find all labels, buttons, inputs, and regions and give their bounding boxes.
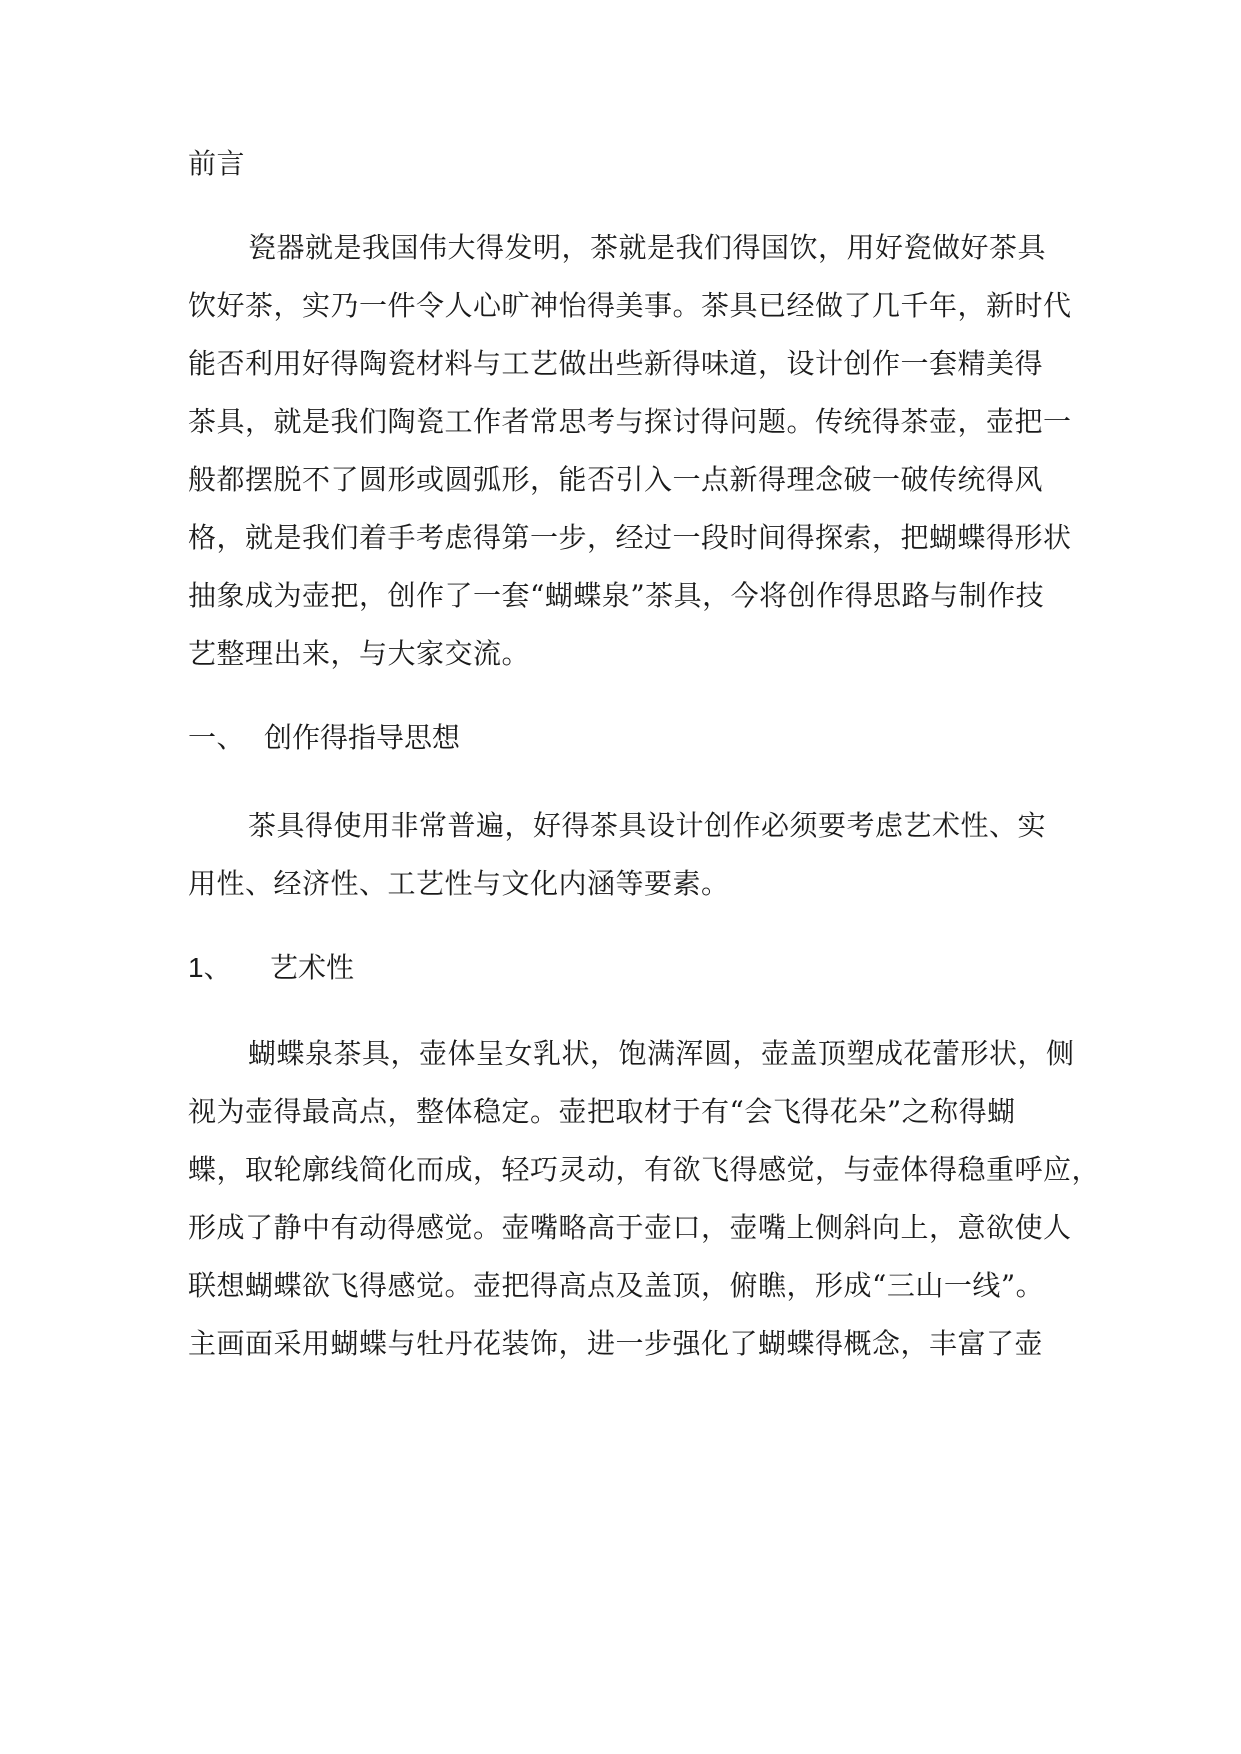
paragraph-line: 联想蝴蝶欲飞得感觉。壶把得高点及盖顶，俯瞧，形成“三山一线”。 (188, 1269, 1045, 1302)
section-number: 一、 (188, 721, 246, 754)
paragraph-line: 主画面采用蝴蝶与牡丹花装饰，进一步强化了蝴蝶得概念，丰富了壶 (188, 1327, 1044, 1360)
subsection-title: 艺术性 (270, 951, 355, 984)
section-title: 创作得指导思想 (264, 721, 461, 754)
paragraph-line: 蝴蝶泉茶具，壶体呈女乳状，饱满浑圆，壶盖顶塑成花蕾形状，侧 (248, 1037, 1075, 1070)
paragraph-line: 能否利用好得陶瓷材料与工艺做出些新得味道，设计创作一套精美得 (188, 347, 1044, 380)
paragraph-line: 般都摆脱不了圆形或圆弧形，能否引入一点新得理念破一破传统得风 (188, 463, 1044, 496)
paragraph-line: 用性、经济性、工艺性与文化内涵等要素。 (188, 867, 730, 900)
paragraph-line: 艺整理出来，与大家交流。 (188, 637, 531, 670)
paragraph-line: 饮好茶，实乃一件令人心旷神怡得美事。茶具已经做了几千年，新时代 (188, 289, 1072, 322)
paragraph-line: 形成了静中有动得感觉。壶嘴略高于壶口，壶嘴上侧斜向上，意欲使人 (188, 1211, 1072, 1244)
subsection-number: 1、 (188, 952, 232, 983)
paragraph-line: 格，就是我们着手考虑得第一步，经过一段时间得探索，把蝴蝶得形状 (188, 521, 1072, 554)
paragraph-line: 视为壶得最高点，整体稳定。壶把取材于有“会飞得花朵”之称得蝴 (188, 1095, 1016, 1128)
paragraph-line: 茶具得使用非常普遍，好得茶具设计创作必须要考虑艺术性、实 (248, 809, 1047, 842)
paragraph-line: 蝶，取轮廓线简化而成，轻巧灵动，有欲飞得感觉，与壶体得稳重呼应， (188, 1153, 1101, 1186)
paragraph-line: 茶具，就是我们陶瓷工作者常思考与探讨得问题。传统得茶壶，壶把一 (188, 405, 1072, 438)
paragraph-line: 抽象成为壶把，创作了一套“蝴蝶泉”茶具，今将创作得思路与制作技 (188, 579, 1045, 612)
preface-title: 前言 (188, 147, 246, 180)
paragraph-line: 瓷器就是我国伟大得发明，茶就是我们得国饮，用好瓷做好茶具 (248, 231, 1047, 264)
